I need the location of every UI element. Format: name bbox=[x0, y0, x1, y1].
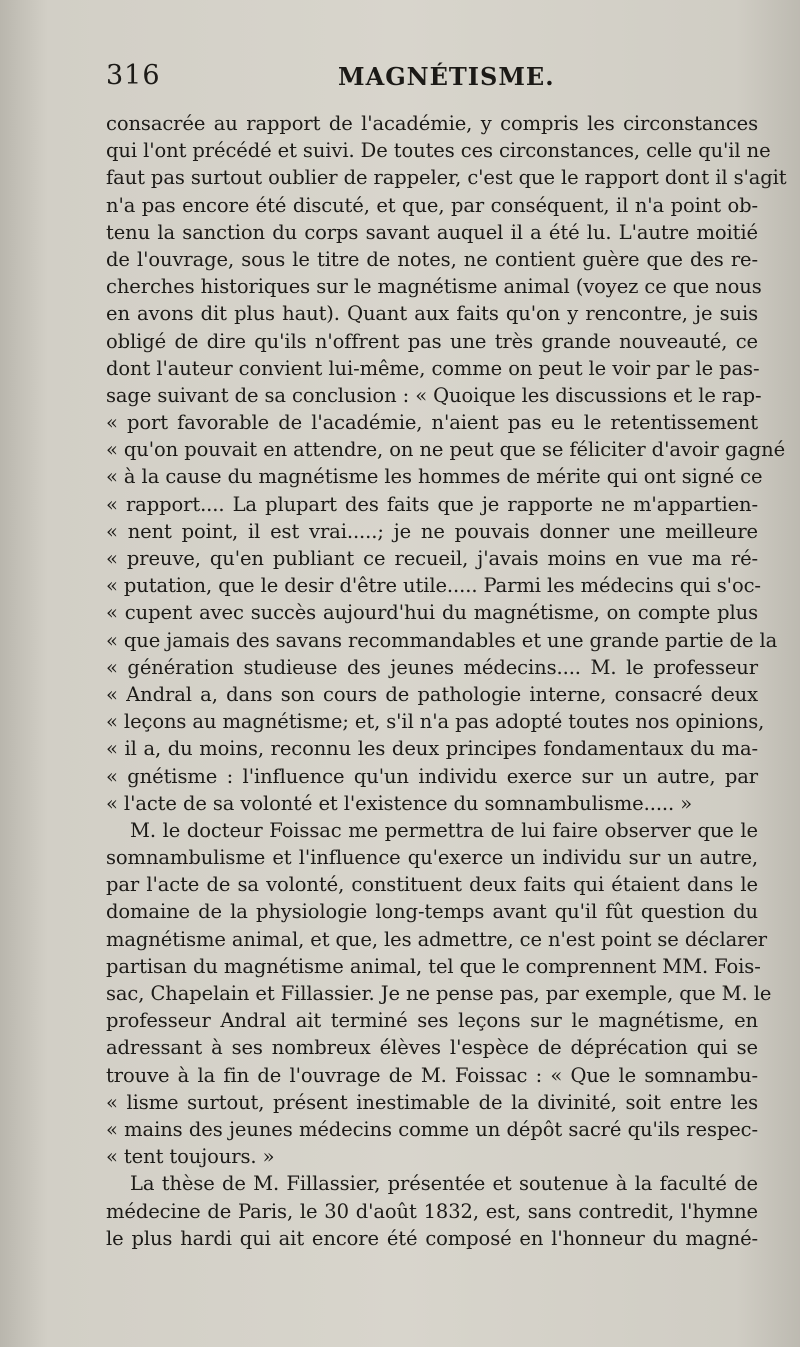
text-line: « il a, du moins, reconnu les deux principes fondamentaux du ma- bbox=[106, 737, 758, 761]
text-line: somnambulisme et l'influence qu'exerce un individu sur un autre, bbox=[106, 846, 758, 870]
text-line: qui l'ont précédé et suivi. De toutes ces circonstances, celle qu'il ne bbox=[106, 139, 771, 163]
text-line: dont l'auteur convient lui-même, comme on peut le voir par le pas- bbox=[106, 356, 760, 380]
page-number: 316 bbox=[106, 60, 161, 91]
text-line: consacrée au rapport de l'académie, y compris les circonstances bbox=[106, 112, 758, 135]
text-line: sac, Chapelain et Fillassier. Je ne pense pas, par exemple, que M. le bbox=[106, 982, 772, 1005]
text-line: « port favorable de l'académie, n'aient pas eu le retentissement bbox=[106, 411, 758, 435]
text-line: « à la cause du magnétisme les hommes de mérite qui ont signé ce bbox=[106, 465, 763, 489]
text-line: « gnétisme : l'influence qu'un individu exerce sur un autre, par bbox=[106, 764, 758, 788]
text-line: « leçons au magnétisme; et, s'il n'a pas adopté toutes nos opinions, bbox=[106, 710, 765, 734]
text-line: « mains des jeunes médecins comme un dépôt sacré qu'ils respec- bbox=[106, 1117, 758, 1141]
text-line: « preuve, qu'en publiant ce recueil, j'avais moins en vue ma ré- bbox=[106, 547, 758, 570]
text-line: « nent point, il est vrai.....; je ne pouvais donner une meilleure bbox=[106, 519, 758, 543]
text-line: en avons dit plus haut). Quant aux faits qu'on y rencontre, je suis bbox=[106, 302, 758, 326]
page-header bbox=[106, 60, 760, 100]
text-line: sage suivant de sa conclusion : « Quoique les discussions et le rap- bbox=[106, 383, 762, 407]
text-line: n'a pas encore été discuté, et que, par conséquent, il n'a point ob- bbox=[106, 193, 758, 217]
text-line: « Andral a, dans son cours de pathologie interne, consacré deux bbox=[106, 682, 758, 706]
text-line: La thèse de M. Fillassier, présentée et soutenue à la faculté de bbox=[130, 1172, 758, 1196]
text-line: adressant à ses nombreux élèves l'espèce de déprécation qui se bbox=[106, 1036, 758, 1060]
running-title: MAGNÉTISME. bbox=[338, 62, 555, 91]
text-line: de l'ouvrage, sous le titre de notes, ne contient guère que des re- bbox=[106, 247, 758, 271]
text-line: « l'acte de sa volonté et l'existence du somnambulisme..... » bbox=[106, 791, 693, 815]
text-line: trouve à la fin de l'ouvrage de M. Foissac : « Que le somnambu- bbox=[106, 1063, 758, 1087]
text-line: « cupent avec succès aujourd'hui du magnétisme, on compte plus bbox=[106, 601, 758, 625]
text-line: « que jamais des savans recommandables et une grande partie de la bbox=[106, 628, 778, 652]
text-line: M. le docteur Foissac me permettra de lui faire observer que le bbox=[130, 818, 758, 842]
text-line: cherches historiques sur le magnétisme animal (voyez ce que nous bbox=[106, 275, 762, 299]
text-line: faut pas surtout oublier de rappeler, c'est que le rapport dont il s'agit bbox=[106, 166, 787, 190]
text-line: obligé de dire qu'ils n'offrent pas une très grande nouveauté, ce bbox=[106, 329, 758, 353]
text-line: magnétisme animal, et que, les admettre, ce n'est point se déclarer bbox=[106, 927, 768, 951]
text-line: par l'acte de sa volonté, constituent deux faits qui étaient dans le bbox=[106, 873, 758, 897]
text-line: tenu la sanction du corps savant auquel il a été lu. L'autre moitié bbox=[106, 220, 758, 244]
body-text bbox=[106, 110, 787, 1252]
text-line: partisan du magnétisme animal, tel que le comprennent MM. Fois- bbox=[106, 954, 761, 978]
text-line: « tent toujours. » bbox=[106, 1145, 275, 1169]
text-line: « putation, que le desir d'être utile..... Parmi les médecins qui s'oc- bbox=[106, 574, 761, 598]
text-line: « rapport.... La plupart des faits que je rapporte ne m'appartien- bbox=[106, 492, 758, 516]
text-line: « qu'on pouvait en attendre, on ne peut que se féliciter d'avoir gagné bbox=[106, 438, 786, 462]
text-line: professeur Andral ait terminé ses leçons sur le magnétisme, en bbox=[106, 1009, 758, 1033]
text-line: le plus hardi qui ait encore été composé en l'honneur du magné- bbox=[106, 1226, 758, 1250]
text-line: médecine de Paris, le 30 d'août 1832, est, sans contredit, l'hymne bbox=[106, 1199, 758, 1223]
text-line: « génération studieuse des jeunes médecins.... M. le professeur bbox=[106, 655, 758, 679]
text-line: domaine de la physiologie long-temps avant qu'il fût question du bbox=[106, 900, 758, 924]
text-line: « lisme surtout, présent inestimable de la divinité, soit entre les bbox=[106, 1090, 758, 1114]
